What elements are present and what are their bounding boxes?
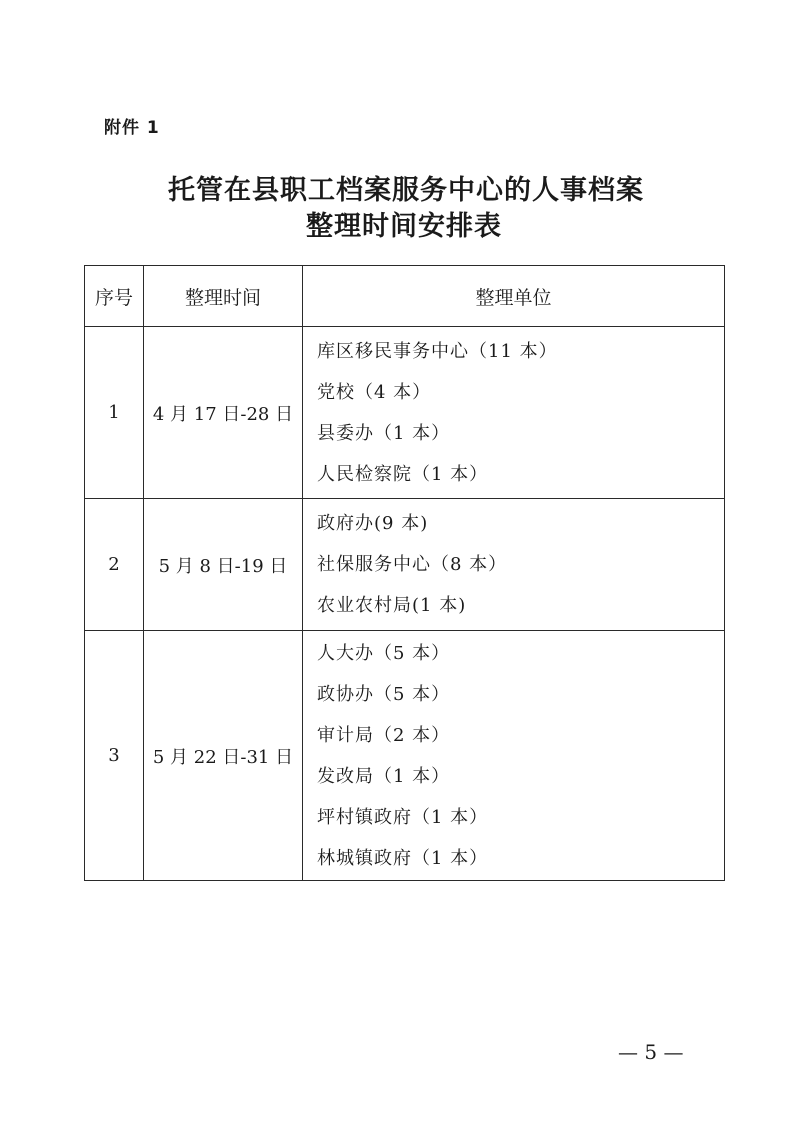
document-title-line-1: 托管在县职工档案服务中心的人事档案 [168, 175, 644, 206]
unit-item: 社保服务中心（8 本） [317, 554, 508, 575]
document-title-line-2: 整理时间安排表 [306, 211, 502, 242]
unit-item: 人大办（5 本） [317, 642, 451, 664]
unit-item: 人民检察院（1 本） [317, 463, 489, 485]
row-units [303, 631, 725, 881]
unit-item: 政府办(9 本) [317, 513, 429, 534]
unit-item: 县委办（1 本） [317, 422, 451, 444]
page-number: — 5 — [618, 1040, 684, 1064]
schedule-table [84, 265, 725, 881]
row-schedule-time: 5 月 8 日-19 日 [144, 499, 303, 631]
header-units: 整理单位 [303, 266, 725, 327]
header-schedule-time: 整理时间 [144, 266, 303, 327]
unit-item: 农业农村局(1 本) [317, 595, 467, 616]
unit-item: 库区移民事务中心（11 本） [317, 340, 558, 362]
table-header-row [85, 266, 725, 327]
unit-item: 政协办（5 本） [317, 683, 451, 705]
attachment-label: 附件 1 [104, 118, 160, 138]
row-schedule-time: 5 月 22 日-31 日 [144, 631, 303, 881]
row-units [303, 327, 725, 499]
row-serial-number: 3 [85, 631, 144, 881]
header-serial-number: 序号 [85, 266, 144, 327]
table-row [85, 327, 725, 499]
unit-item: 审计局（2 本） [317, 724, 451, 746]
unit-item: 发改局（1 本） [317, 765, 451, 787]
row-serial-number: 2 [85, 499, 144, 631]
unit-item: 林城镇政府（1 本） [317, 847, 489, 869]
unit-item: 坪村镇政府（1 本） [317, 806, 489, 828]
unit-item: 党校（4 本） [317, 381, 432, 403]
row-serial-number: 1 [85, 327, 144, 499]
row-schedule-time: 4 月 17 日-28 日 [144, 327, 303, 499]
table-row [85, 631, 725, 881]
row-units [303, 499, 725, 631]
table-row [85, 499, 725, 631]
